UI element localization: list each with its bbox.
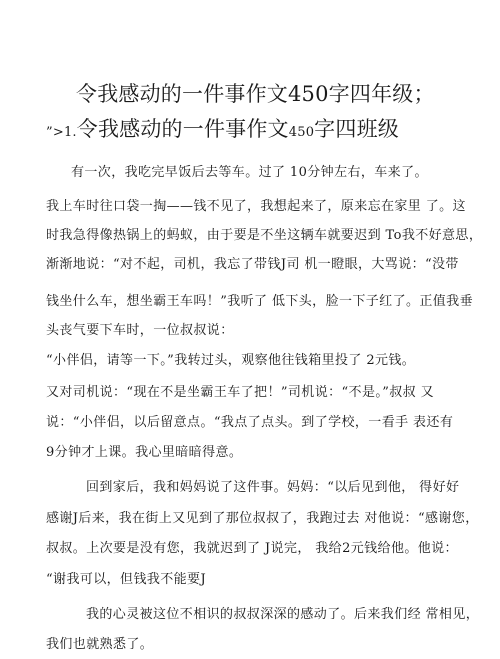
title-line-2-number: 450 (288, 125, 315, 140)
document-title-line-2 (46, 113, 399, 143)
body-line: 我上车时往口袋一掏——钱不见了，我想起来了，原来忘在家里 了。这 (46, 199, 466, 214)
body-line: 我的心灵被这位不相识的叔叔深深的感动了。后来我们经 常相见， (86, 607, 480, 622)
body-line: 时我急得像热锅上的蚂蚁，由于要是不坐这辆车就要迟到 To我不好意思， (46, 228, 483, 243)
body-line: 9分钟才上课。我心里暗暗得意。 (46, 445, 243, 460)
body-line: 回到家后，我和妈妈说了这件事。妈妈：“以后见到他， 得好好 (86, 480, 460, 495)
body-line: 我们也就熟悉了。 (46, 637, 154, 652)
body-line: 感谢J后来，我在街上又见到了那位叔叔了，我跑过去 对他说：“感谢您， (46, 511, 479, 526)
document-title-line-1: 令我感动的一件事作文450字四年级； (76, 82, 435, 106)
body-line: 有一次，我吃完早饭后去等车。过了 10分钟左右，车来了。 (71, 165, 428, 180)
title-line-2-main: 令我感动的一件事作文 (76, 117, 289, 141)
body-line: 渐渐地说：“对不起，司机，我忘了带钱J司 机一瞪眼，大骂说：“没带 (46, 257, 459, 272)
body-line: “小伴侣，请等一下。”我转过头，观察他往钱箱里投了 2元钱。 (46, 353, 416, 368)
body-line: 叔叔。上次要是没有您，我就迟到了 J说完， 我给2元钱给他。他说： (46, 541, 458, 556)
body-line: “谢我可以，但钱我不能要J (46, 572, 207, 587)
body-line: 又对司机说：“现在不是坐霸王车了把！”司机说：“不是。”叔叔 又 (46, 385, 435, 400)
body-line: 头丧气要下车时，一位叔叔说： (46, 323, 234, 338)
body-line: 说：“小伴侣，以后留意点。“我点了点头。到了学校，一看手 表还有 (46, 415, 454, 430)
title-line-2-suffix: 字四班级 (314, 117, 399, 141)
body-line: 钱坐什么车，想坐霸王车吗！”我听了 低下头，脸一下子红了。正值我垂 (46, 294, 473, 309)
title-line-2-prefix: ”>1. (46, 125, 77, 140)
